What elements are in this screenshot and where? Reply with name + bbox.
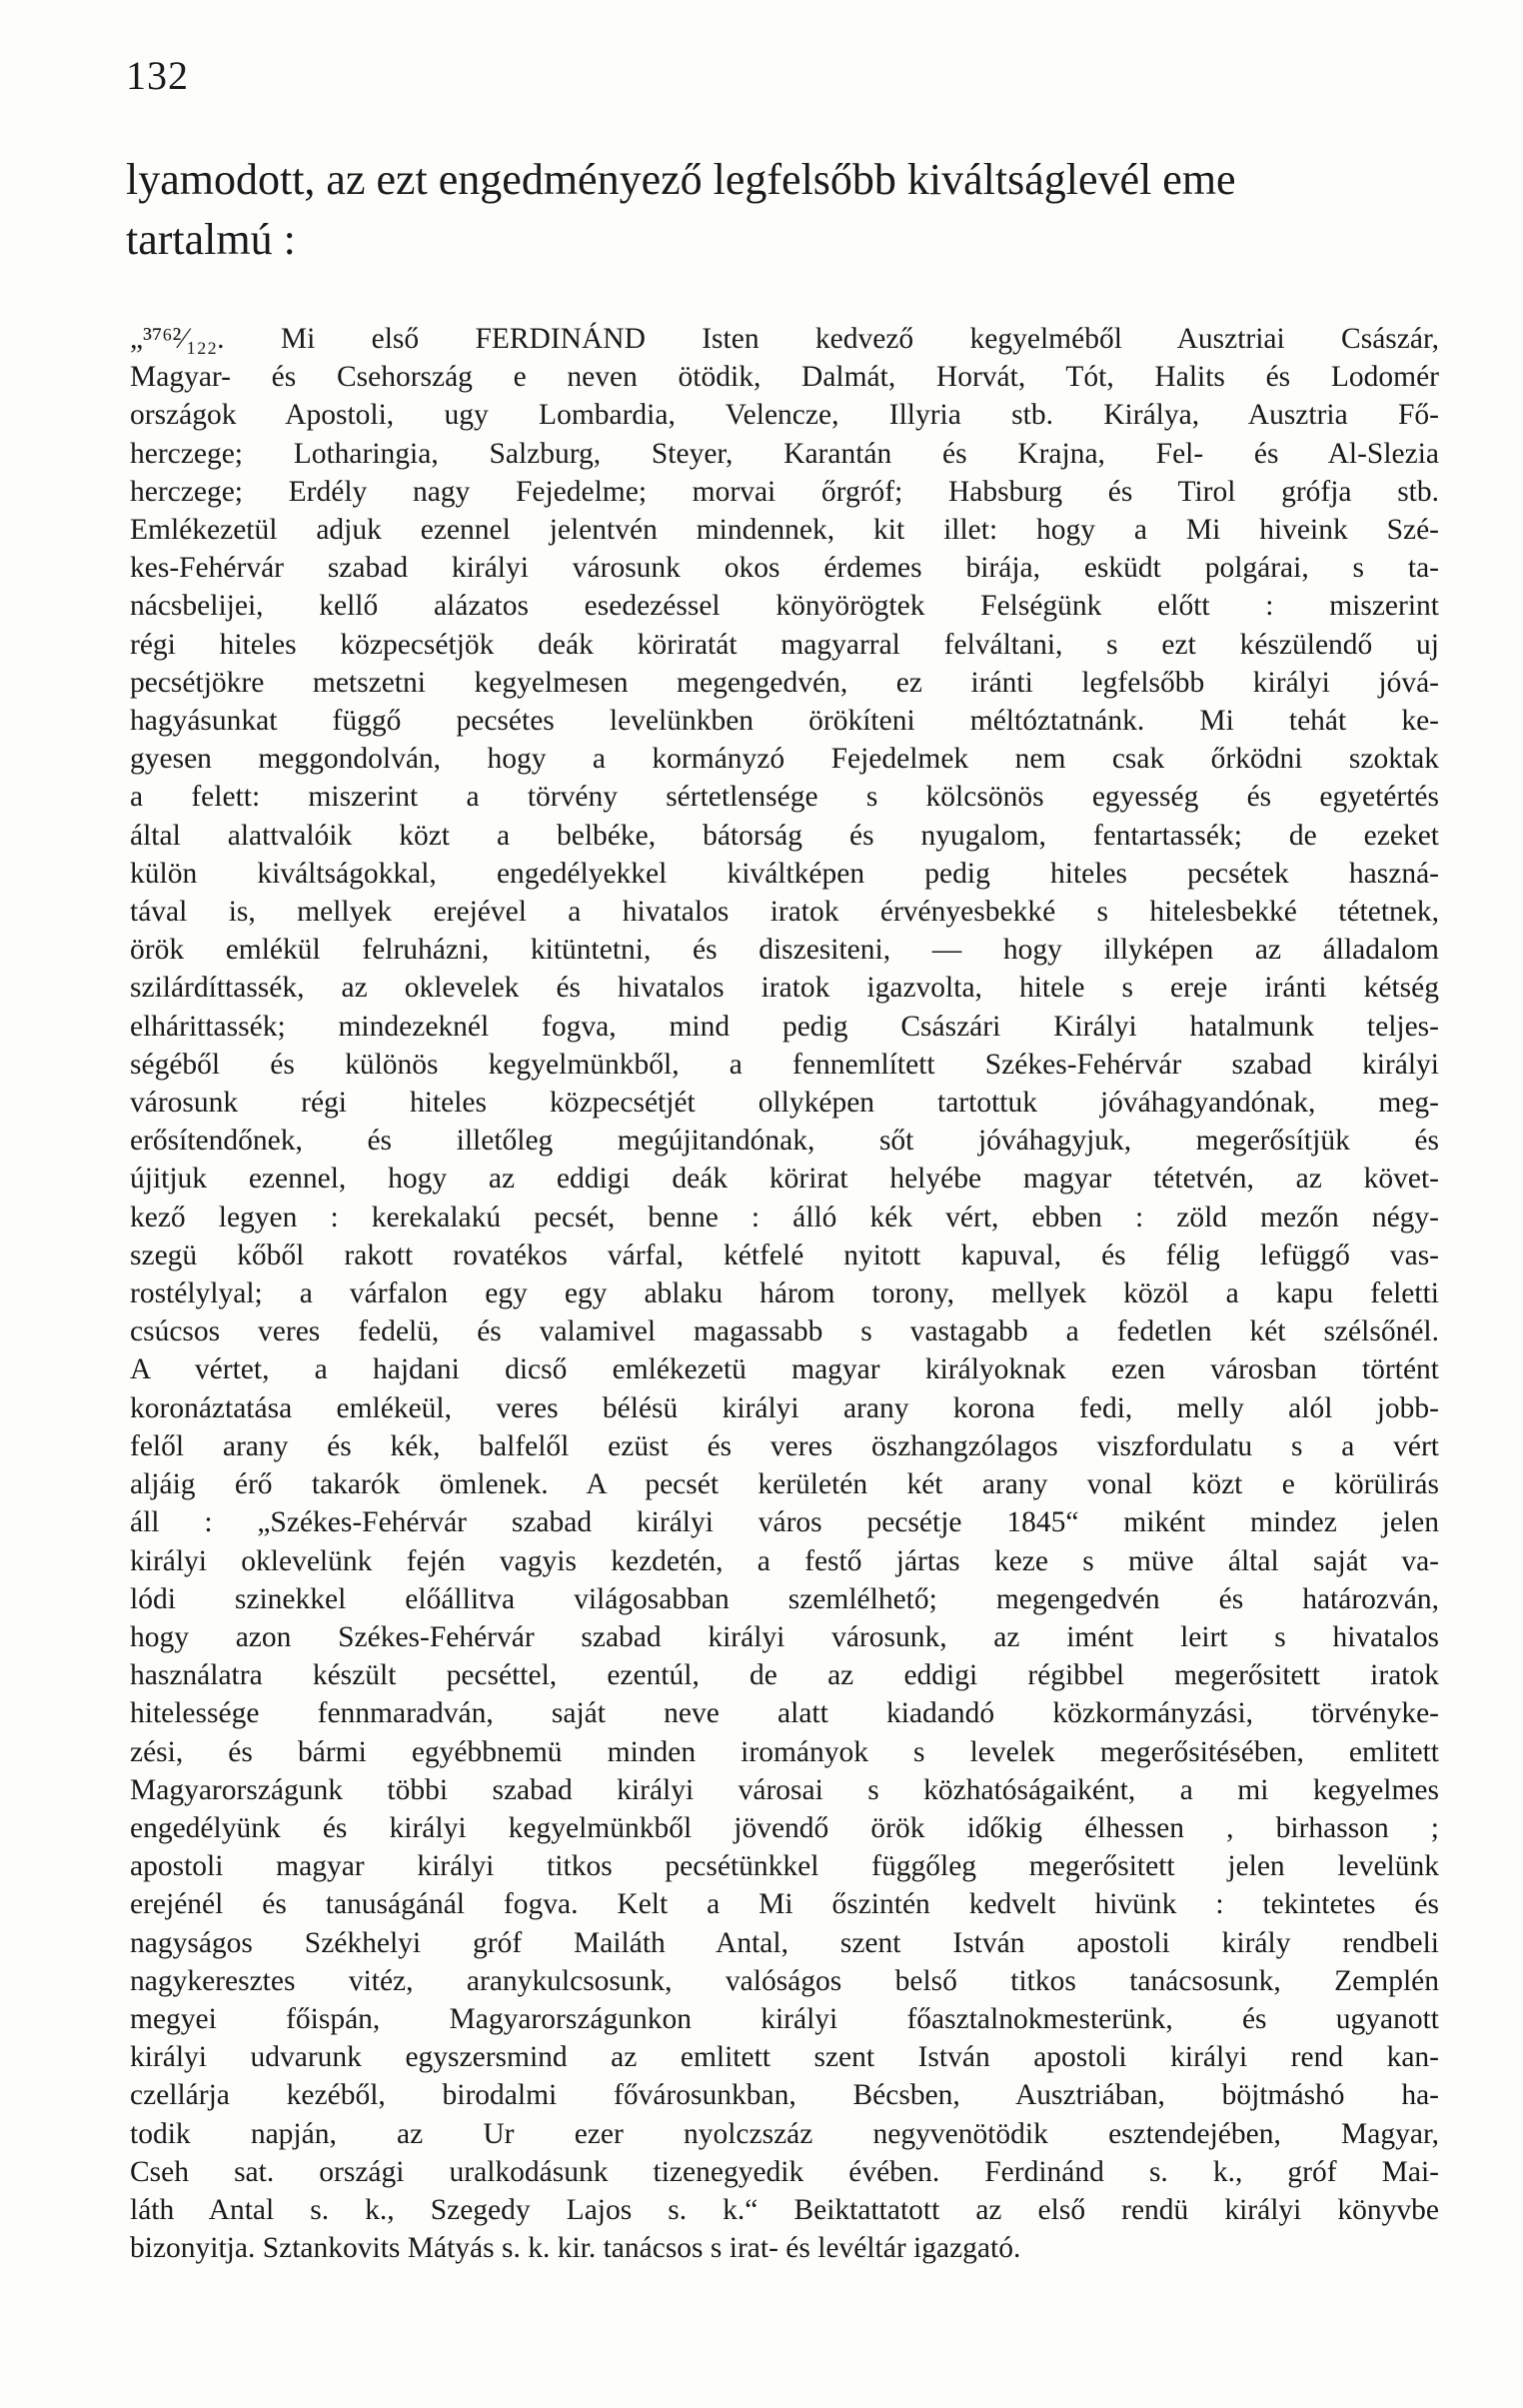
charter-line: nagyságos Székhelyi gróf Mailáth Antal, szent István apostoli király rendbeli [130,1926,1439,1959]
charter-line: ségéből és különös kegyelmünkből, a fennemlített Székes-Fehérvár szabad királyi [130,1048,1439,1081]
charter-line: örök emlékül felruházni, kitüntetni, és diszesiteni, — hogy illyképen az álladalom [130,934,1439,967]
charter-line: pecsétjökre metszetni kegyelmesen megengedvén, ez iránti legfelsőbb királyi jóvá- [130,666,1439,699]
charter-line: engedélyünk és királyi kegyelmünkből jövendő örök időkig élhessen , birhasson ; [130,1811,1439,1844]
charter-line: felől arany és kék, balfelől ezüst és veres öszhangzólagos viszfordulatu s a vért [130,1429,1439,1462]
charter-line: nácsbelijei, kellő alázatos esedezéssel könyörögtek Felségünk előtt : miszerint [130,590,1439,623]
charter-line: külön kiváltságokkal, engedélyekkel kiváltképen pedig hiteles pecsétek haszná- [130,857,1439,890]
page-number: 132 [126,53,189,98]
charter-line: hitelessége fennmaradván, saját neve alatt kiadandó közkormányzási, törvényke- [130,1697,1439,1730]
charter-line: zési, és bármi egyébbnemü minden irományok s levelek megerősitésében, emlitett [130,1735,1439,1768]
charter-line: „³⁷⁶²⁄₁₂₂. Mi első FERDINÁND Isten kedvező kegyelméből Ausztriai Császár, [130,323,1439,355]
charter-line: elhárittassék; mindezeknél fogva, mind pedig Császári Királyi hatalmunk teljes- [130,1010,1439,1043]
charter-line: újitjuk ezennel, hogy az eddigi deák körirat helyébe magyar tétetvén, az követ- [130,1163,1439,1196]
charter-line: szilárdíttassék, az oklevelek és hivatalos iratok igazvolta, hitele s ereje iránti kétség [130,972,1439,1005]
charter-line: erejénél és tanuságánál fogva. Kelt a Mi őszintén kedvelt hivünk : tekintetes és [130,1888,1439,1921]
charter-line: kező legyen : kerekalakú pecsét, benne : álló kék vért, ebben : zöld mezőn négy- [130,1201,1439,1233]
charter-line: királyi udvarunk egyszersmind az emlitett szent István apostoli királyi rend kan- [130,2041,1439,2074]
charter-line: apostoli magyar királyi titkos pecsétünkkel függőleg megerősitett jelen levelünk [130,1850,1439,1883]
charter-line: rostélylyal; a várfalon egy egy ablaku három torony, mellyek közöl a kapu feletti [130,1277,1439,1310]
charter-line: lódi szinekkel előállitva világosabban szemlélhető; megengedvén és határozván, [130,1582,1439,1615]
charter-line: áll : „Székes-Fehérvár szabad királyi város pecsétje 1845“ miként mindez jelen [130,1506,1439,1539]
charter-line: erősítendőnek, és illetőleg megújitandónak, sőt jóváhagyjuk, megerősítjük és [130,1125,1439,1158]
charter-line: régi hiteles közpecsétjök deák köriratát magyarral felváltani, s ezt készülendő uj [130,628,1439,661]
charter-line: Magyarországunk többi szabad királyi városai s közhatóságaiként, a mi kegyelmes [130,1773,1439,1806]
charter-line: kes-Fehérvár szabad királyi városunk okos érdemes birája, esküdt polgárai, s ta- [130,552,1439,585]
charter-line: herczege; Erdély nagy Fejedelme; morvai őrgróf; Habsburg és Tirol grófja stb. [130,475,1439,508]
charter-line: Cseh sat. országi uralkodásunk tizenegyedik évében. Ferdinánd s. k., gróf Mai- [130,2155,1439,2188]
charter-line: Magyar- és Csehország e neven ötödik, Dalmát, Horvát, Tót, Halits és Lodomér [130,361,1439,394]
charter-line: tával is, mellyek erejével a hivatalos iratok érvényesbekké s hitelesbekké tétetnek, [130,896,1439,929]
charter-line: Emlékezetül adjuk ezennel jelentvén mindennek, kit illet: hogy a Mi hiveink Szé- [130,514,1439,547]
intro-line: lyamodott, az ezt engedményező legfelsőbb kiváltságlevél eme [126,155,1236,204]
charter-line: hogy azon Székes-Fehérvár szabad királyi városunk, az imént leirt s hivatalos [130,1620,1439,1653]
charter-line: aljáig érő takarók ömlenek. A pecsét kerületén két arany vonal közt e körülirás [130,1468,1439,1501]
charter-line: csúcsos veres fedelü, és valamivel magassabb s vastagabb a fedetlen két szélsőnél. [130,1315,1439,1348]
charter-line: czellárja kezéből, birodalmi fővárosunkban, Bécsben, Ausztriában, böjtmáshó ha- [130,2079,1439,2112]
charter-text [130,320,1439,2267]
charter-line: gyesen meggondolván, hogy a kormányzó Fejedelmek nem csak őrködni szoktak [130,743,1439,776]
charter-line: bizonyitja. Sztankovits Mátyás s. k. kir. tanácsos s irat- és levéltár igazgató. [130,2232,1021,2265]
charter-line: hagyásunkat függő pecsétes levelünkben örökíteni méltóztatnánk. Mi tehát ke- [130,705,1439,738]
charter-line: koronáztatása emlékeül, veres bélésü királyi arany korona fedi, melly alól jobb- [130,1391,1439,1424]
charter-line: használatra készült pecséttel, ezentúl, de az eddigi régibbel megerősitett iratok [130,1659,1439,1692]
charter-line: todik napján, az Ur ezer nyolczszáz negyvenötödik esztendejében, Magyar, [130,2117,1439,2150]
charter-line: láth Antal s. k., Szegedy Lajos s. k.“ Beiktattatott az első rendü királyi könyvbe [130,2193,1439,2226]
charter-line: a felett: miszerint a törvény sértetlensége s kölcsönös egyesség és egyetértés [130,781,1439,814]
charter-line: országok Apostoli, ugy Lombardia, Velencze, Illyria stb. Királya, Ausztria Fő- [130,399,1439,432]
intro-line: tartalmú : [126,215,296,264]
charter-line: A vértet, a hajdani dicső emlékezetü magyar királyoknak ezen városban történt [130,1353,1439,1386]
charter-line: által alattvalóik közt a belbéke, bátorság és nyugalom, fentartassék; de ezeket [130,819,1439,852]
charter-line: nagykeresztes vitéz, aranykulcsosunk, valóságos belső titkos tanácsosunk, Zemplén [130,1964,1439,1997]
charter-line: királyi oklevelünk fején vagyis kezdetén, a festő jártas keze s müve által saját va- [130,1544,1439,1577]
charter-line: megyei főispán, Magyarországunkon királyi főasztalnokmesterünk, és ugyanott [130,2002,1439,2035]
charter-line: herczege; Lotharingia, Salzburg, Steyer, Karantán és Krajna, Fel- és Al-Slezia [130,437,1439,470]
charter-line: városunk régi hiteles közpecsétjét ollyképen tartottuk jóváhagyandónak, meg- [130,1087,1439,1120]
charter-line: szegü kőből rakott rovatékos várfal, kétfelé nyitott kapuval, és félig lefüggő vas- [130,1238,1439,1271]
intro-paragraph [126,150,1445,270]
